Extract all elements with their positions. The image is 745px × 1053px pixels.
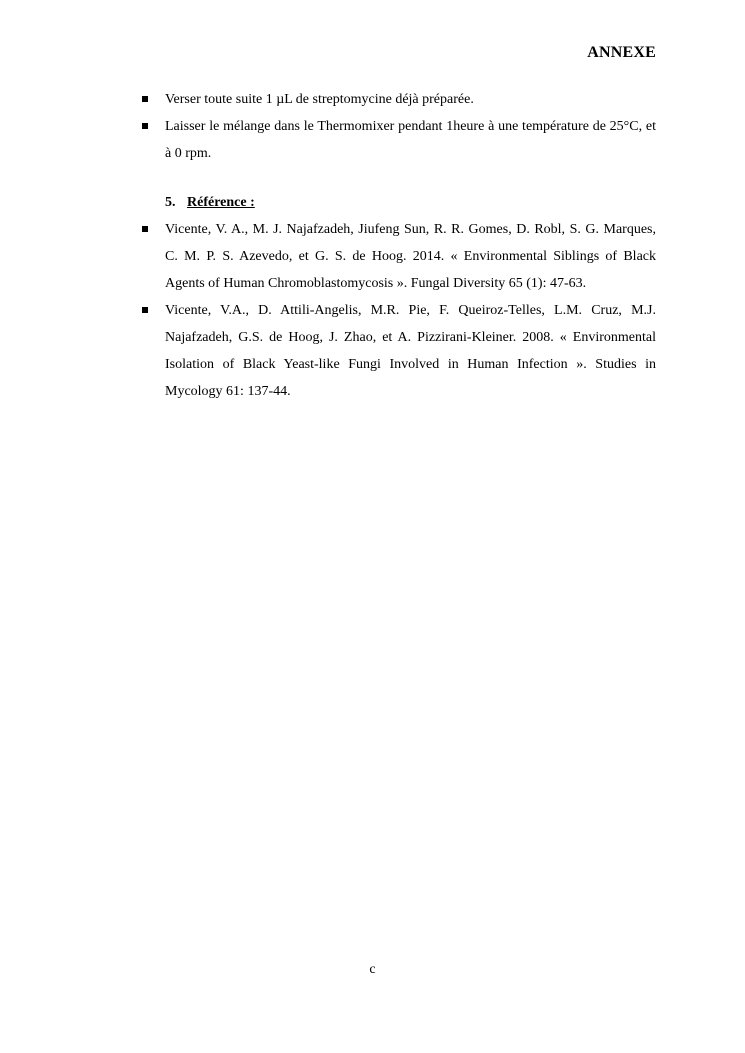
page-number: c <box>369 962 376 977</box>
section-heading <box>142 189 656 216</box>
procedure-item-text: Laisser le mélange dans le Thermomixer pendant 1heure à une température de 25°C, et à 0 rpm. <box>165 119 656 161</box>
reference-list <box>142 216 656 405</box>
reference-item <box>142 297 656 405</box>
section-number: 5. <box>165 195 176 210</box>
square-bullet-icon <box>142 123 148 129</box>
square-bullet-icon <box>142 307 148 313</box>
reference-item <box>142 216 656 297</box>
procedure-item <box>142 86 656 113</box>
reference-text: Vicente, V.A., D. Attili-Angelis, M.R. Pie, F. Queiroz-Telles, L.M. Cruz, M.J. Najafzadeh, G.S. de Hoog, J. Zhao, et A. Pizzirani-Kleiner. 2008. « Environmental Isolation of Black Yeast-like Fungi Involved in Human Infection ». Studies in Mycology 61: 137‑44. <box>165 303 656 399</box>
spacer <box>142 167 656 189</box>
square-bullet-icon <box>142 96 148 102</box>
annex-header: ANNEXE <box>587 44 656 61</box>
section-title: Référence : <box>187 195 255 210</box>
procedure-list <box>142 86 656 167</box>
square-bullet-icon <box>142 226 148 232</box>
procedure-item <box>142 113 656 167</box>
reference-text: Vicente, V. A., M. J. Najafzadeh, Jiufeng Sun, R. R. Gomes, D. Robl, S. G. Marques, C. M. P. S. Azevedo, et G. S. de Hoog. 2014. « Environmental Siblings of Black Agents of Human Chromoblastomycosis ». Fungal Diversity 65 (1): 47‑63. <box>165 222 656 291</box>
procedure-item-text: Verser toute suite 1 µL de streptomycine déjà préparée. <box>165 92 474 107</box>
page-content <box>142 86 656 405</box>
